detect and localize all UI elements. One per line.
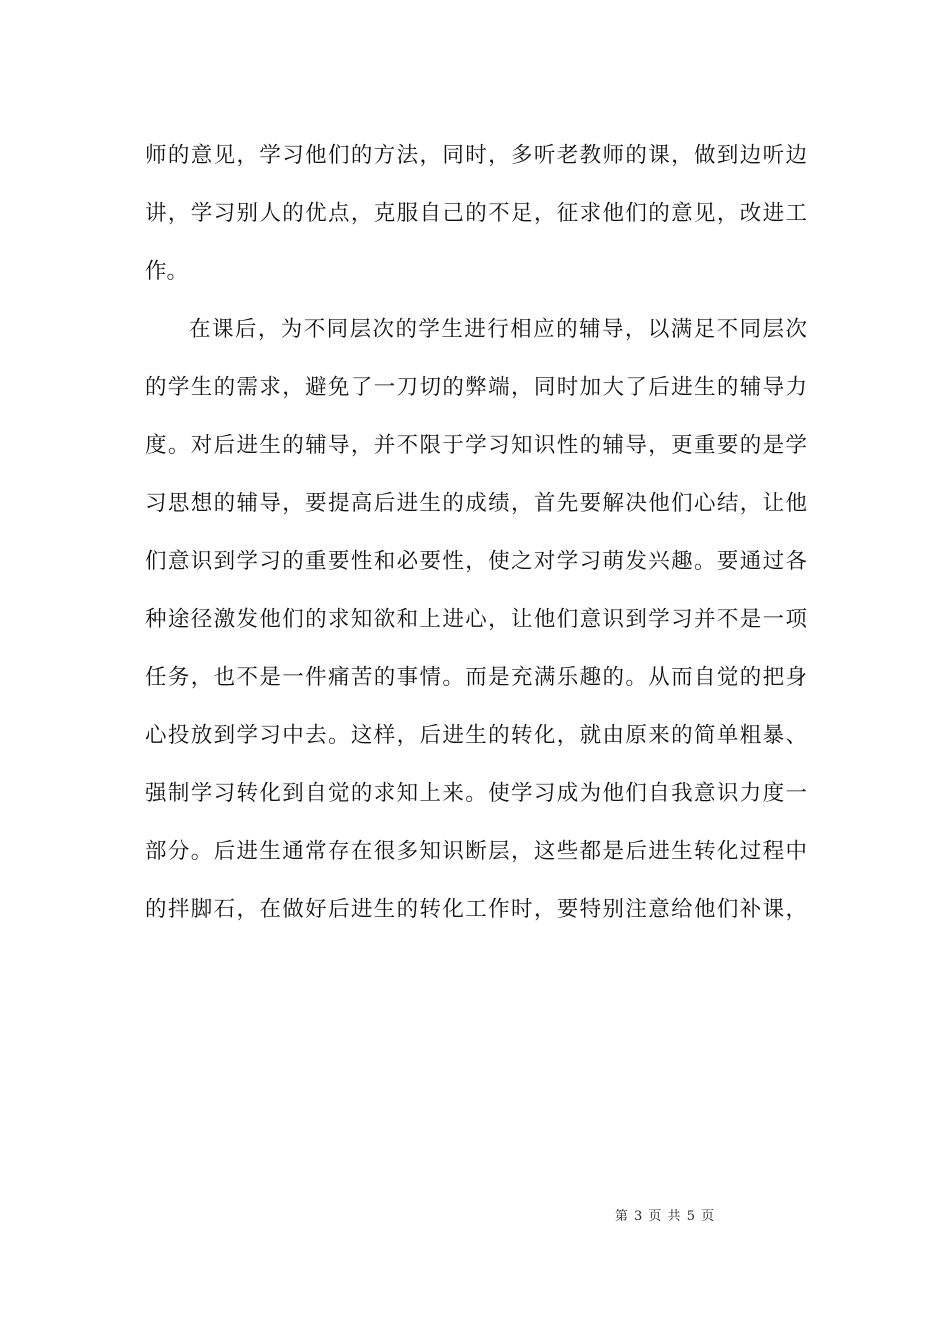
page-footer [0,1207,950,1227]
text-line: 强制学习转化到自觉的求知上来。使学习成为他们自我意识力度一 [145,781,807,806]
text-line: 师的意见，学习他们的方法，同时，多听老教师的课，做到边听边 [145,143,807,168]
text-line: 种途径激发他们的求知欲和上进心，让他们意识到学习并不是一项 [145,607,807,632]
page-number: 第 3 页 共 5 页 [614,1209,716,1224]
text-line: 作。 [145,259,189,284]
body-text [145,134,807,946]
text-line: 讲，学习别人的优点，克服自己的不足，征求他们的意见，改进工 [145,201,807,226]
text-line: 的拌脚石，在做好后进生的转化工作时，要特别注意给他们补课， [145,897,807,922]
text-line: 心投放到学习中去。这样，后进生的转化，就由原来的简单粗暴、 [145,723,807,748]
text-line: 部分。后进生通常存在很多知识断层，这些都是后进生转化过程中 [145,839,807,864]
text-line: 的学生的需求，避免了一刀切的弊端，同时加大了后进生的辅导力 [145,375,807,400]
text-line: 任务，也不是一件痛苦的事情。而是充满乐趣的。从而自觉的把身 [145,665,807,690]
text-line: 度。对后进生的辅导，并不限于学习知识性的辅导，更重要的是学 [145,433,807,458]
text-line: 们意识到学习的重要性和必要性，使之对学习萌发兴趣。要通过各 [145,549,807,574]
text-line: 习思想的辅导，要提高后进生的成绩，首先要解决他们心结，让他 [145,491,807,516]
paragraph-start-line: 在课后，为不同层次的学生进行相应的辅导，以满足不同层次 [189,317,807,342]
